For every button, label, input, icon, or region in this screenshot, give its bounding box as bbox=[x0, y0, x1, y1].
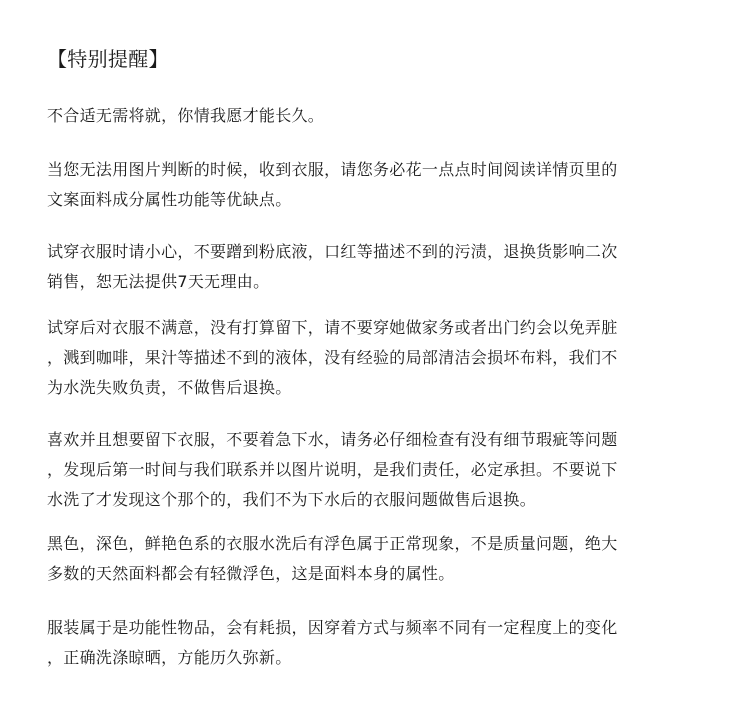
paragraph-line: 服装属于是功能性物品，会有耗损，因穿着方式与频率不同有一定程度上的变化 bbox=[47, 618, 618, 637]
paragraph-read-details bbox=[47, 155, 717, 215]
paragraph-try-on-care bbox=[47, 237, 717, 297]
paragraph-color-bleed bbox=[47, 529, 717, 589]
paragraph-return-policy bbox=[47, 313, 717, 403]
paragraph-line: 黑色，深色，鲜艳色系的衣服水洗后有浮色属于正常现象，不是质量问题，绝大 bbox=[47, 534, 618, 553]
paragraph-line: 喜欢并且想要留下衣服，不要着急下水，请务必仔细检查有没有细节瑕疵等问题 bbox=[47, 430, 618, 449]
paragraph-line: 试穿后对衣服不满意，没有打算留下，请不要穿她做家务或者出门约会以免弄脏 bbox=[47, 318, 618, 337]
paragraph-line: 多数的天然面料都会有轻微浮色，这是面料本身的属性。 bbox=[47, 564, 455, 583]
paragraph-line: 不合适无需将就，你情我愿才能长久。 bbox=[47, 106, 325, 125]
paragraph-line: 当您无法用图片判断的时候，收到衣服，请您务必花一点点时间阅读详情页里的 bbox=[47, 160, 618, 179]
paragraph-line: 销售，恕无法提供7天无理由。 bbox=[47, 272, 270, 291]
paragraph-line: ，溅到咖啡，果汁等描述不到的液体，没有经验的局部清洁会损坏布料，我们不 bbox=[47, 348, 618, 367]
paragraph-inspect-before-wash bbox=[47, 425, 717, 515]
paragraph-line: 文案面料成分属性功能等优缺点。 bbox=[47, 190, 292, 209]
paragraph-line: 水洗了才发现这个那个的，我们不为下水后的衣服问题做售后退换。 bbox=[47, 490, 537, 509]
paragraph-line: 试穿衣服时请小心，不要蹭到粉底液，口红等描述不到的污渍，退换货影响二次 bbox=[47, 242, 618, 261]
paragraph-fit bbox=[47, 101, 717, 131]
paragraph-wear-and-tear bbox=[47, 613, 717, 673]
paragraph-line: ，正确洗涤晾晒，方能历久弥新。 bbox=[47, 648, 292, 667]
paragraph-line: ，发现后第一时间与我们联系并以图片说明，是我们责任，必定承担。不要说下 bbox=[47, 460, 618, 479]
page-title: 【特别提醒】 bbox=[47, 47, 169, 71]
paragraph-line: 为水洗失败负责，不做售后退换。 bbox=[47, 378, 292, 397]
